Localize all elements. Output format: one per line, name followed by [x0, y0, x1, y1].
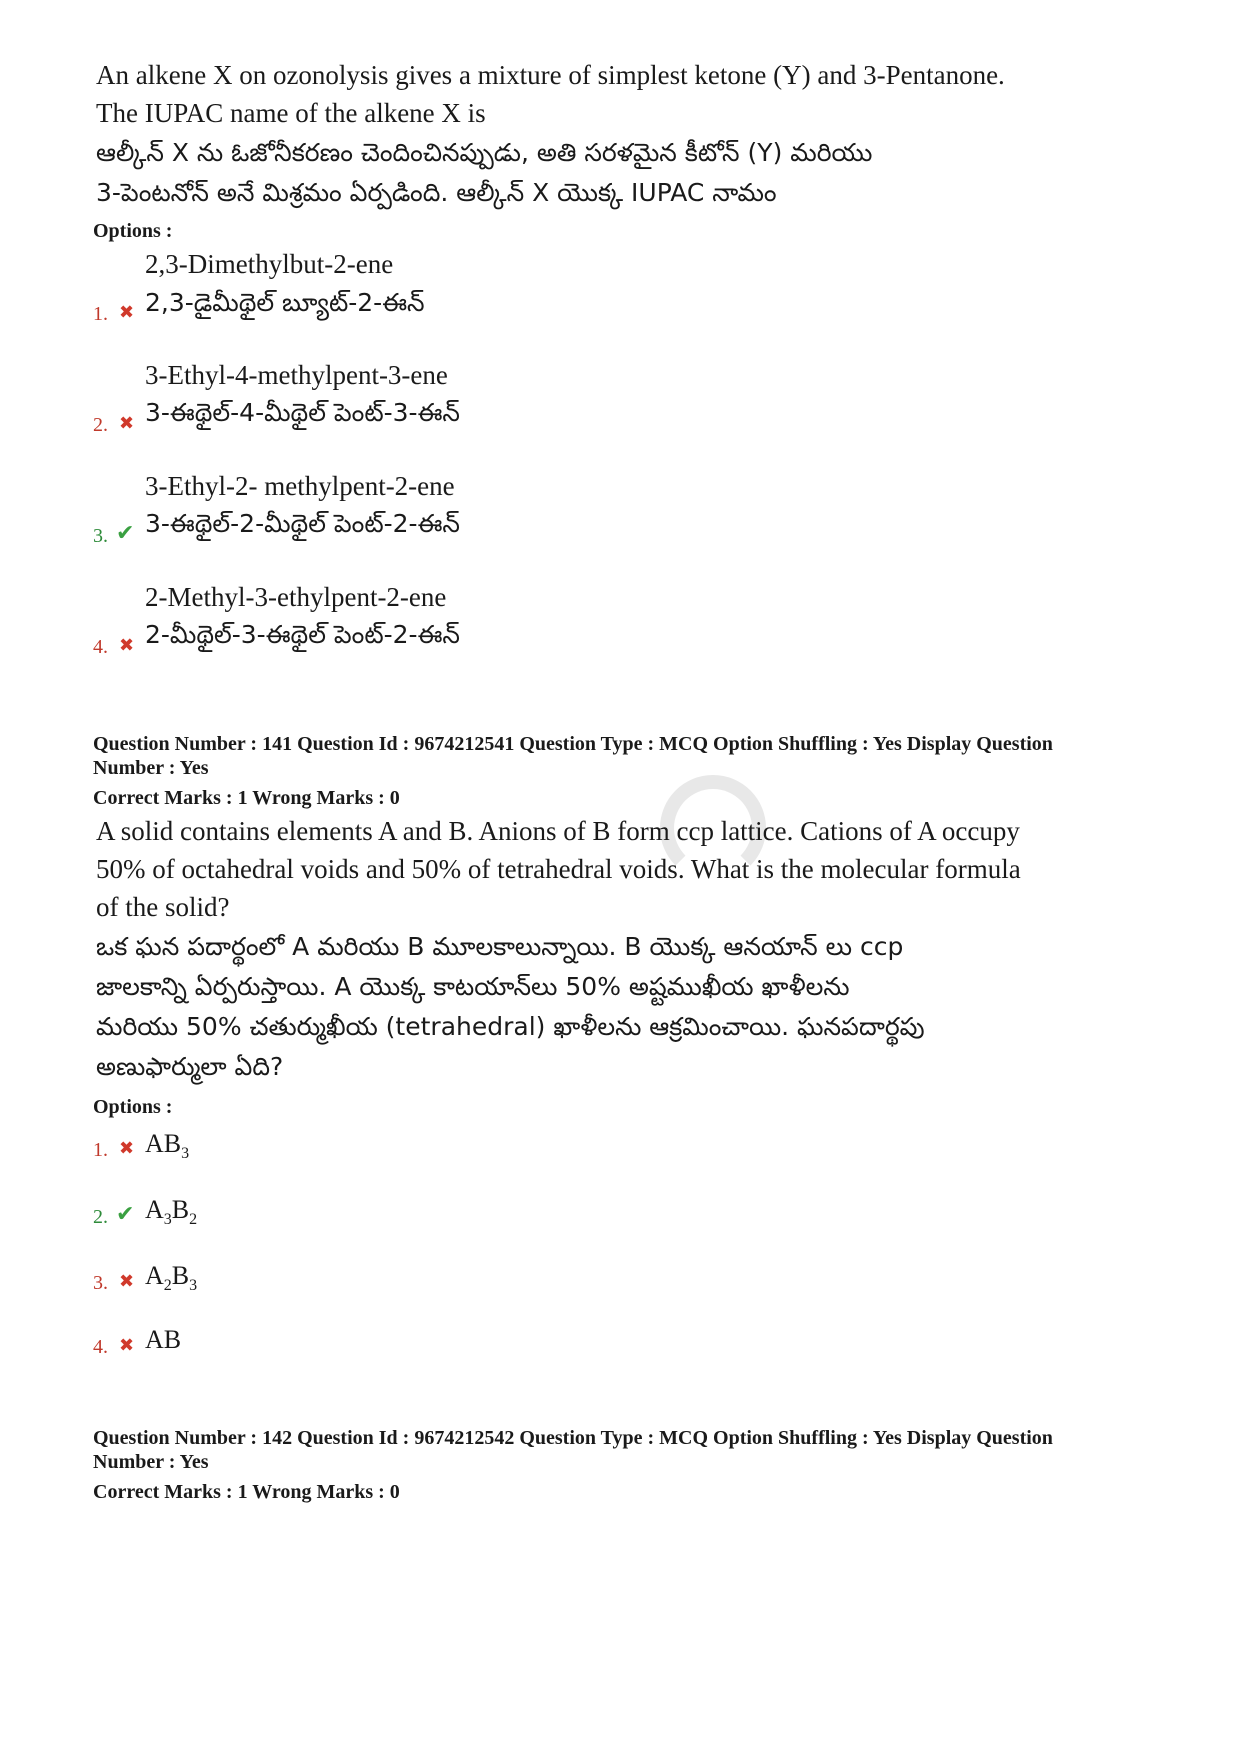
q141-option-1-formula: $AB_3$	[145, 1129, 190, 1163]
q141-option-4-number: 4.	[93, 1336, 108, 1358]
q140-option-4-te: 2-మీథైల్-3-ఈథైల్ పెంట్-2-ఈన్	[145, 620, 460, 649]
q140-options-label: Options :	[93, 220, 173, 242]
cross-icon: ✖	[119, 1335, 135, 1356]
q140-option-2-te: 3-ఈథైల్-4-మీథైల్ పెంట్-3-ఈన్	[145, 398, 460, 427]
check-icon: ✔	[116, 1202, 135, 1227]
q141-options-label: Options :	[93, 1096, 173, 1118]
q140-option-3-te: 3-ఈథైల్-2-మీథైల్ పెంట్-2-ఈన్	[145, 509, 460, 538]
q140-option-2-en: 3-Ethyl-4-methylpent-3-ene	[145, 360, 448, 390]
q141-meta-line-1: Question Number : 141 Question Id : 9674212541 Question Type : MCQ Option Shuffling : Yes Display Question	[93, 733, 1053, 755]
cross-icon: ✖	[119, 635, 135, 656]
q142-meta-line-2: Number : Yes	[93, 1451, 209, 1473]
q141-text-te-1: ఒక ఘన పదార్థంలో A మరియు B మూలకాలున్నాయి. B యొక్క ఆనయాన్ లు ccp	[96, 932, 904, 961]
check-icon: ✔	[116, 521, 135, 546]
q140-option-1-en: 2,3-Dimethylbut-2-ene	[145, 249, 394, 279]
q141-text-te-4: అణుఫార్ములా ఏది?	[96, 1052, 284, 1081]
cross-icon: ✖	[119, 413, 135, 434]
cross-icon: ✖	[119, 302, 135, 323]
q141-text-te-2: జాలకాన్ని ఏర్పరుస్తాయి. A యొక్క కాటయాన్‌లు 50% అష్టముఖీయ ఖాళీలను	[96, 972, 850, 1001]
q142-marks: Correct Marks : 1 Wrong Marks : 0	[93, 1481, 400, 1503]
q140-text-en-1: An alkene X on ozonolysis gives a mixture of simplest ketone (Y) and 3-Pentanone.	[96, 60, 1005, 90]
q140-option-3-number: 3.	[93, 525, 108, 547]
q140-option-4-en: 2-Methyl-3-ethylpent-2-ene	[145, 582, 447, 612]
q141-text-en-2: 50% of octahedral voids and 50% of tetrahedral voids. What is the molecular formula	[96, 854, 1021, 884]
q141-text-en-3: of the solid?	[96, 892, 230, 922]
q141-marks: Correct Marks : 1 Wrong Marks : 0	[93, 787, 400, 809]
q140-option-3-en: 3-Ethyl-2- methylpent-2-ene	[145, 471, 455, 501]
q140-text-en-2: The IUPAC name of the alkene X is	[96, 98, 486, 128]
q141-option-4-formula: AB	[145, 1325, 182, 1354]
q140-option-1-number: 1.	[93, 303, 108, 325]
cross-icon: ✖	[119, 1271, 135, 1292]
q140-option-1-te: 2,3-డైమీథైల్ బ్యూట్-2-ఈన్	[145, 288, 425, 317]
q141-option-3-formula: $A_2B_3$	[145, 1261, 198, 1295]
q141-option-2-number: 2.	[93, 1206, 108, 1228]
q141-option-1-number: 1.	[93, 1139, 108, 1161]
q140-text-te-1: ఆల్కీన్ X ను ఓజోనీకరణం చెందించినప్పుడు, అతి సరళమైన కీటోన్ (Y) మరియు	[96, 138, 873, 167]
q140-option-2-number: 2.	[93, 414, 108, 436]
q140-text-te-2: 3-పెంటనోన్ అనే మిశ్రమం ఏర్పడింది. ఆల్కీన్ X యొక్క IUPAC నామం	[96, 178, 777, 207]
cross-icon: ✖	[119, 1138, 135, 1159]
q140-option-4-number: 4.	[93, 636, 108, 658]
q141-text-te-3: మరియు 50% చతుర్ముఖీయ (tetrahedral) ఖాళీలను ఆక్రమించాయి. ఘనపదార్థపు	[96, 1012, 925, 1041]
q142-meta-line-1: Question Number : 142 Question Id : 9674212542 Question Type : MCQ Option Shuffling : Yes Display Question	[93, 1427, 1053, 1449]
q141-option-2-formula: $A_3B_2$	[145, 1195, 198, 1229]
q141-option-3-number: 3.	[93, 1272, 108, 1294]
q141-meta-line-2: Number : Yes	[93, 757, 209, 779]
q141-text-en-1: A solid contains elements A and B. Anions of B form ccp lattice. Cations of A occupy	[96, 816, 1020, 846]
